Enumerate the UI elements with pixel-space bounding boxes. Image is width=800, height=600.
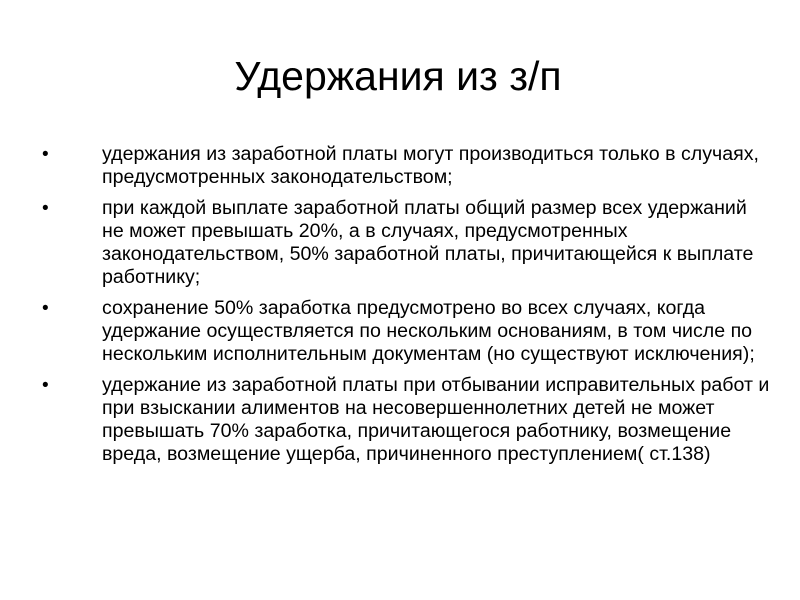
bullet-icon: •	[42, 375, 49, 396]
bullet-icon: •	[42, 144, 49, 165]
bullet-text: удержания из заработной платы могут производиться только в случаях, предусмотренных законодательством;	[102, 143, 759, 188]
bullet-list	[40, 143, 770, 474]
bullet-item-4	[40, 374, 770, 466]
bullet-icon: •	[42, 198, 49, 219]
slide-title: Удержания из з/п	[234, 53, 562, 99]
bullet-item-3	[40, 297, 770, 366]
bullet-text: удержание из заработной платы при отбывании исправительных работ и при взыскании алиментов на несовершеннолетних детей не может превышать 70% заработка, причитающегося работнику, возмещение вреда, возмещение ущерба, причиненного преступлением( ст.138)	[102, 374, 770, 465]
bullet-icon: •	[42, 298, 49, 319]
bullet-item-2	[40, 197, 770, 289]
bullet-text: сохранение 50% заработка предусмотрено во всех случаях, когда удержание осуществляется по нескольким основаниям, в том числе по нескольким исполнительным документам (но существуют исключения);	[102, 297, 755, 365]
bullet-item-1	[40, 143, 770, 189]
bullet-text: при каждой выплате заработной платы общий размер всех удержаний не может превышать 20%, а в случаях, предусмотренных законодательством, 50% заработной платы, причитающейся к выплате работнику;	[102, 197, 754, 288]
